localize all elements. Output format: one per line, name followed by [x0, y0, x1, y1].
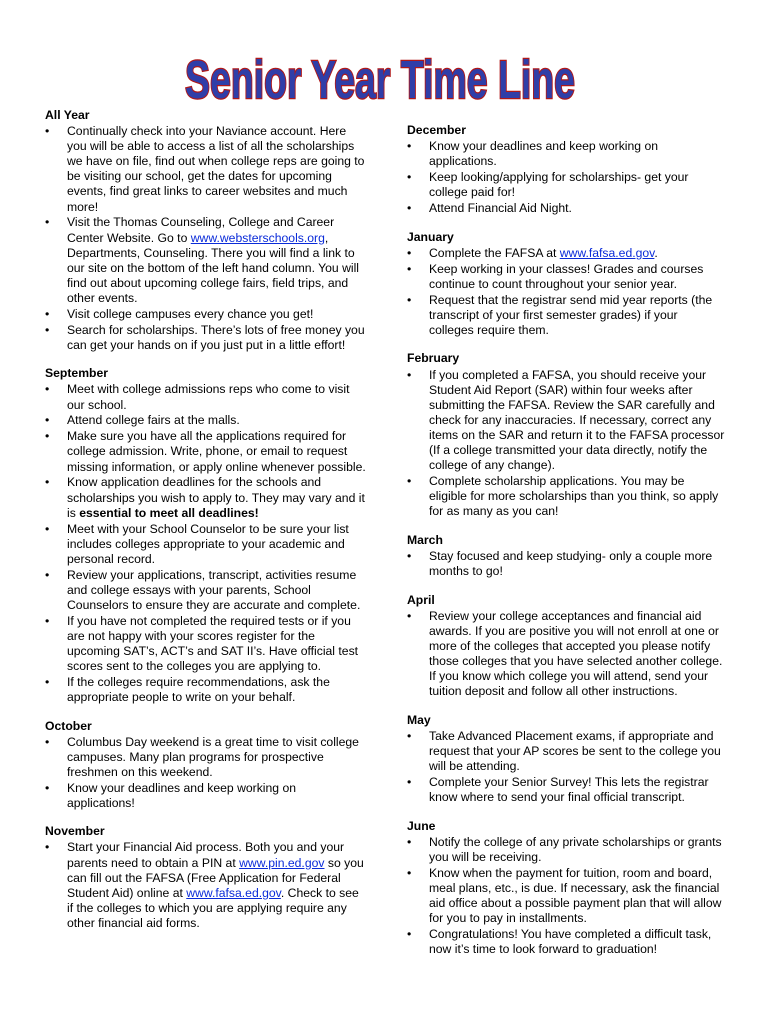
page-title — [180, 40, 580, 112]
list-item — [407, 866, 725, 926]
list-item — [45, 840, 367, 931]
list-item — [407, 549, 725, 579]
list-item — [407, 246, 725, 261]
item-text: Columbus Day weekend is a great time to visit college campuses. Many plan programs for prospective freshmen on this weekend. — [67, 734, 359, 779]
section-november — [45, 824, 367, 931]
section-june — [407, 819, 725, 957]
list-item — [45, 735, 367, 780]
section-february — [407, 351, 725, 519]
item-text: Know your deadlines and keep working on applications. — [429, 139, 659, 169]
section-may — [407, 713, 725, 805]
item-text: so you can fill out the FAFSA (Free Application for Federal Student Aid) online at — [67, 855, 364, 900]
item-text: Review your applications, transcript, activities resume and college essays with your parents, School Counselors to ensure they are accurate and complete. — [67, 567, 361, 612]
item-text: Review your college acceptances and financial aid awards. If you are positive you will not enroll at one or more of the colleges that accepted you please notify those colleges that you have selected another college. If you know which college you will attend, send your tuition deposit and follow all other instructions. — [429, 608, 723, 699]
bullet-list — [407, 139, 725, 216]
item-text: Meet with your School Counselor to be sure your list includes colleges appropriate to your academic and personal record. — [67, 521, 349, 566]
list-item — [45, 307, 367, 322]
section-heading: May — [407, 712, 431, 727]
section-heading: February — [407, 351, 460, 366]
list-item — [45, 781, 367, 811]
item-text: Visit college campuses every chance you get! — [67, 306, 314, 321]
page-title-text: Senior Year Time Line — [185, 50, 575, 110]
list-item — [45, 475, 367, 520]
section-march — [407, 533, 725, 579]
section-april — [407, 593, 725, 700]
item-text: Complete your Senior Survey! This lets the registrar know where to send your final official transcript. — [429, 774, 709, 804]
bullet-list — [45, 382, 367, 705]
section-all-year — [45, 108, 367, 353]
bullet-list — [45, 124, 367, 353]
list-item — [407, 474, 725, 519]
list-item — [45, 429, 367, 474]
item-text: Attend college fairs at the malls. — [67, 413, 240, 428]
item-text: Meet with college admissions reps who come to visit our school. — [67, 382, 350, 412]
list-item — [407, 775, 725, 805]
list-item — [407, 729, 725, 774]
link-www-fafsa-ed-gov[interactable]: www.fafsa.ed.gov — [559, 245, 655, 260]
bullet-list — [407, 835, 725, 957]
list-item — [45, 614, 367, 674]
item-text: Search for scholarships. There’s lots of free money you can get your hands on if you just put in a little effort! — [67, 322, 365, 352]
list-item — [407, 201, 725, 216]
item-text: If you completed a FAFSA, you should receive your Student Aid Report (SAR) within four weeks after submitting the FAFSA. Review the SAR carefully and check for any inaccuracies. If necessary, correct any items on the SAR and return it to the FAFSA processor (If a college transmitted your data directly, notify the college of any change). — [429, 367, 725, 473]
right-column — [407, 123, 725, 970]
list-item — [407, 262, 725, 292]
section-heading: June — [407, 818, 436, 833]
section-september — [45, 366, 367, 705]
section-heading: October — [45, 718, 92, 733]
list-item — [45, 413, 367, 428]
list-item — [45, 323, 367, 353]
item-text: Know when the payment for tuition, room and board, meal plans, etc., is due. If necessary, ask the financial aid office about a possible payment plan that will allow for you to pay in installments. — [429, 865, 722, 925]
section-heading: April — [407, 592, 435, 607]
item-text: Complete scholarship applications. You may be eligible for more scholarships than you think, so apply for as many as you can! — [429, 473, 719, 519]
item-text: Keep looking/applying for scholarships- get your college paid for! — [429, 170, 689, 200]
item-text: Know application deadlines for the schools and scholarships you wish to apply to. They may vary and it is — [67, 475, 365, 520]
list-item — [45, 124, 367, 215]
item-text: Take Advanced Placement exams, if appropriate and request that your AP scores be sent to the college you will be attending. — [429, 728, 721, 773]
bullet-list — [407, 549, 725, 579]
item-text: Notify the college of any private scholarships or grants you will be receiving. — [429, 834, 722, 864]
list-item — [407, 170, 725, 200]
section-heading: November — [45, 824, 105, 839]
item-text: Make sure you have all the applications required for college admission. Write, phone, or email to request missing information, or apply online whenever possible. — [67, 429, 366, 474]
item-text: Continually check into your Naviance account. Here you will be able to access a list of all the scholarships we have on file, find out when college reps are going to be visiting our school, get the dates for upcoming events, find great links to career websites and much more! — [67, 124, 365, 214]
item-text: Request that the registrar send mid year reports (the transcript of your first semester grades) if your colleges require them. — [429, 292, 713, 337]
section-december — [407, 123, 725, 216]
bullet-list — [45, 840, 367, 931]
item-text: . Check to see if the colleges to which you are applying require any other financial aid forms. — [67, 885, 359, 930]
emphasis-text: essential to meet all deadlines! — [79, 505, 259, 520]
item-text: If you have not completed the required tests or if you are not happy with your scores register for the upcoming SAT’s, ACT’s and SAT II’s. Have official test scores sent to the colleges you are applying to. — [67, 613, 359, 673]
section-heading: All Year — [45, 108, 90, 122]
link-www-pin-ed-gov[interactable]: www.pin.ed.gov — [239, 855, 325, 870]
item-text: , Departments, Counseling. There you will find a link to our site on the bottom of the left hand column. You will find out about upcoming college fairs, field trips, and other events. — [67, 230, 360, 305]
list-item — [407, 835, 725, 865]
list-item — [45, 522, 367, 567]
list-item — [45, 215, 367, 306]
section-heading: January — [407, 229, 454, 244]
link-www-websterschools-org[interactable]: www.websterschools.org — [190, 230, 325, 245]
left-column — [45, 108, 367, 945]
list-item — [407, 609, 725, 700]
section-heading: March — [407, 532, 443, 547]
title-wordart — [180, 40, 580, 112]
item-text: Stay focused and keep studying- only a couple more months to go! — [429, 548, 713, 578]
list-item — [407, 139, 725, 169]
section-heading: September — [45, 366, 108, 381]
item-text: Keep working in your classes! Grades and courses continue to count throughout your senior year. — [429, 261, 704, 291]
list-item — [407, 293, 725, 338]
bullet-list — [45, 735, 367, 811]
item-text: Start your Financial Aid process. Both you and your parents need to obtain a PIN at — [67, 840, 345, 870]
list-item — [45, 382, 367, 412]
link-www-fafsa-ed-gov[interactable]: www.fafsa.ed.gov — [186, 885, 281, 900]
list-item — [45, 568, 367, 613]
bullet-list — [407, 609, 725, 700]
item-text: Attend Financial Aid Night. — [429, 201, 572, 216]
item-text: Complete the FAFSA at — [429, 245, 560, 260]
item-text: Know your deadlines and keep working on applications! — [67, 780, 297, 810]
section-october — [45, 719, 367, 811]
item-text: Visit the Thomas Counseling, College and Career Center Website. Go to — [67, 215, 335, 245]
list-item — [45, 675, 367, 705]
item-text: If the colleges require recommendations, ask the appropriate people to write on your behalf. — [67, 674, 330, 704]
bullet-list — [407, 729, 725, 805]
section-january — [407, 230, 725, 338]
list-item — [407, 368, 725, 474]
list-item — [407, 927, 725, 957]
item-text: Congratulations! You have completed a difficult task, now it’s time to look forward to graduation! — [429, 926, 712, 956]
section-heading: December — [407, 123, 466, 137]
bullet-list — [407, 368, 725, 520]
bullet-list — [407, 246, 725, 338]
item-text: . — [654, 245, 658, 260]
